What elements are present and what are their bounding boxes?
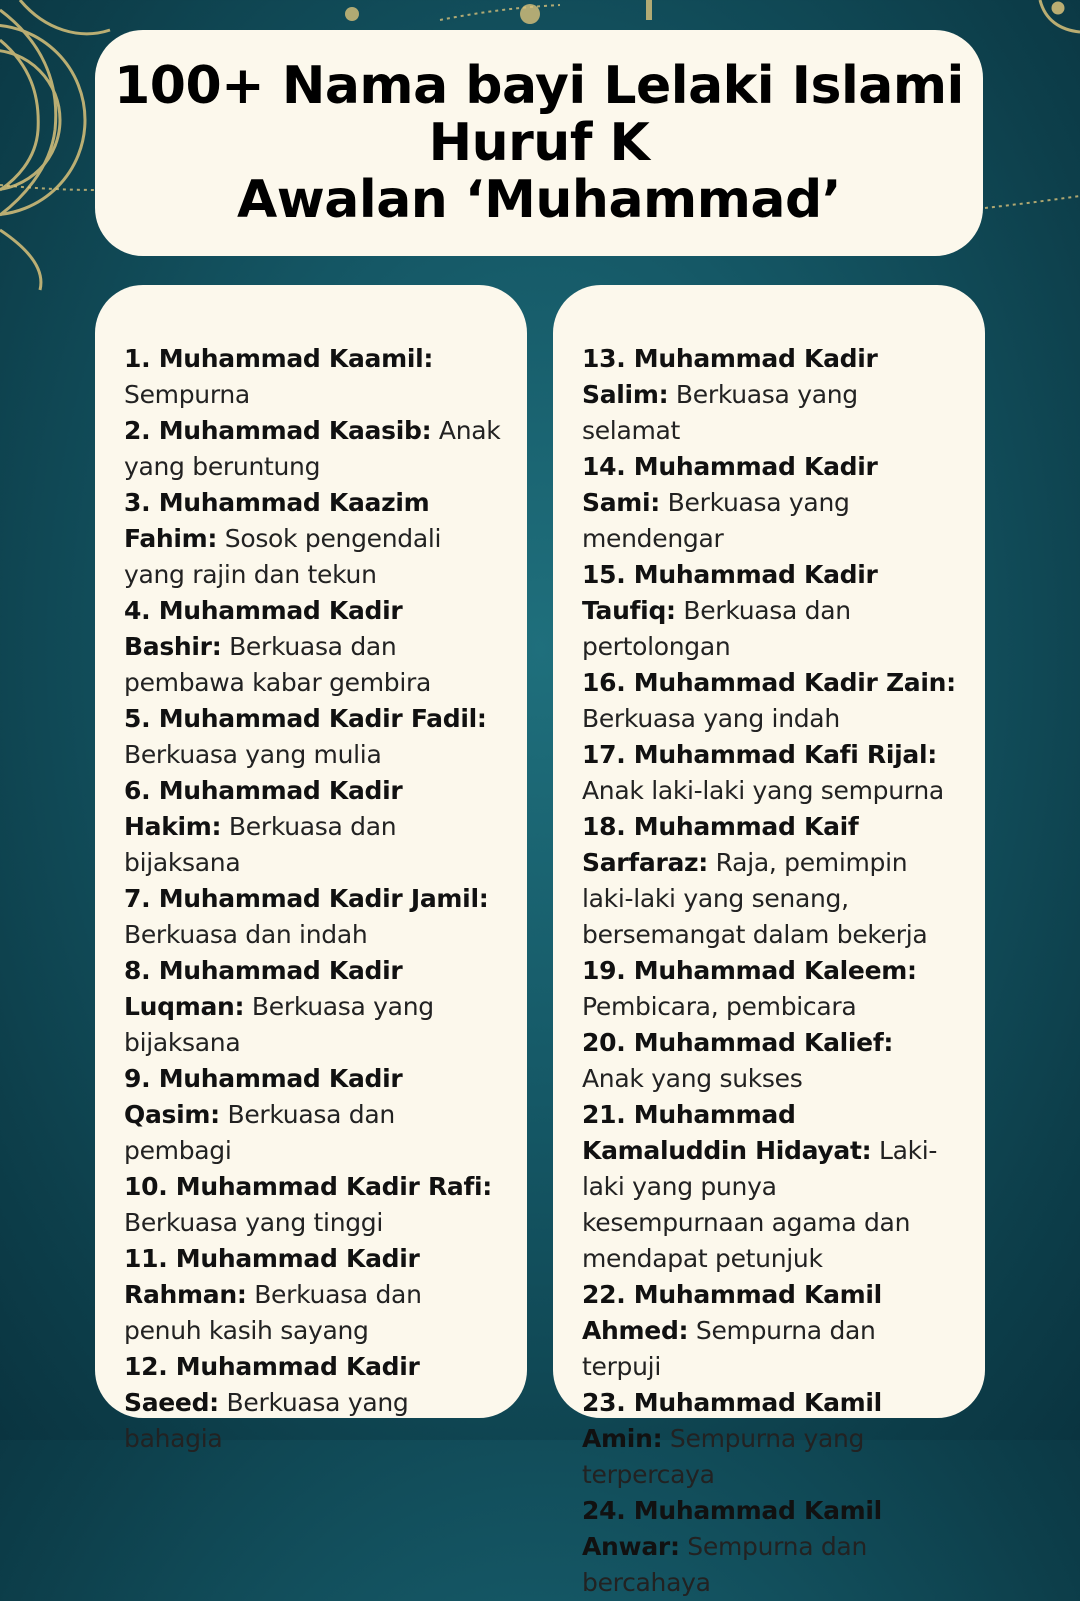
name-meaning: Laki-laki yang punya kesempurnaan agama dan mendapat petunjuk: [582, 1136, 938, 1273]
name-meaning: Berkuasa yang bijaksana: [124, 992, 434, 1057]
name-meaning: Berkuasa dan bijaksana: [124, 812, 397, 877]
name-label: 9. Muhammad Kadir Qasim:: [124, 1064, 403, 1129]
name-label: 18. Muhammad Kaif Sarfaraz:: [582, 812, 859, 877]
name-entry: [582, 1493, 962, 1601]
name-meaning: Sosok pengendali yang rajin dan tekun: [124, 524, 442, 589]
names-list-right: [582, 341, 962, 1601]
name-meaning: Berkuasa yang mendengar: [582, 488, 850, 553]
name-entry: [124, 485, 504, 593]
name-entry: [582, 809, 962, 953]
name-label: 17. Muhammad Kafi Rijal:: [582, 740, 937, 769]
name-entry: [124, 1061, 504, 1169]
name-label: 22. Muhammad Kamil Ahmed:: [582, 1280, 882, 1345]
title-line-1: 100+ Nama bayi Lelaki Islami: [114, 55, 964, 116]
name-label: 16. Muhammad Kadir Zain:: [582, 668, 956, 697]
names-card-right: [553, 285, 985, 1597]
name-meaning: Berkuasa dan pembagi: [124, 1100, 395, 1165]
name-meaning: Berkuasa yang selamat: [582, 380, 858, 445]
name-entry: [124, 413, 504, 485]
name-entry: [582, 341, 962, 449]
name-label: 2. Muhammad Kaasib:: [124, 416, 432, 445]
name-label: 24. Muhammad Kamil Anwar:: [582, 1496, 882, 1561]
name-entry: [582, 1385, 962, 1493]
name-meaning: Berkuasa dan indah: [124, 920, 368, 949]
name-label: 8. Muhammad Kadir Luqman:: [124, 956, 403, 1021]
name-entry: [582, 737, 962, 809]
name-label: 7. Muhammad Kadir Jamil:: [124, 884, 489, 913]
star-ornament-icon: [1040, 0, 1080, 32]
name-entry: [582, 1277, 962, 1385]
name-entry: [582, 449, 962, 557]
title-line-3: Awalan ‘Muhammad’: [237, 169, 841, 230]
name-meaning: Sempurna dan terpuji: [582, 1316, 876, 1381]
name-meaning: Berkuasa dan pertolongan: [582, 596, 851, 661]
name-label: 1. Muhammad Kaamil:: [124, 344, 434, 373]
name-entry: [582, 665, 962, 737]
title-card: [95, 30, 983, 256]
title-line-2: Huruf K: [428, 112, 650, 173]
name-label: 21. Muhammad Kamaluddin Hidayat:: [582, 1100, 872, 1165]
name-label: 4. Muhammad Kadir Bashir:: [124, 596, 403, 661]
name-entry: [124, 701, 504, 773]
names-card-left: [95, 285, 527, 1453]
name-entry: [124, 593, 504, 701]
name-meaning: Sempurna yang terpercaya: [582, 1424, 865, 1489]
name-meaning: Anak laki-laki yang sempurna: [582, 776, 944, 805]
name-meaning: Raja, pemimpin laki-laki yang senang, bersemangat dalam bekerja: [582, 848, 928, 949]
name-label: 11. Muhammad Kadir Rahman:: [124, 1244, 420, 1309]
lantern-icon: [345, 0, 652, 24]
name-entry: [124, 1349, 504, 1457]
name-entry: [124, 953, 504, 1061]
name-entry: [582, 953, 962, 1025]
name-label: 15. Muhammad Kadir Taufiq:: [582, 560, 878, 625]
name-meaning: Berkuasa yang indah: [582, 704, 840, 733]
name-label: 14. Muhammad Kadir Sami:: [582, 452, 878, 517]
name-entry: [582, 557, 962, 665]
name-entry: [124, 773, 504, 881]
name-entry: [124, 1169, 504, 1241]
name-label: 5. Muhammad Kadir Fadil:: [124, 704, 487, 733]
name-label: 13. Muhammad Kadir Salim:: [582, 344, 878, 409]
name-meaning: Pembicara, pembicara: [582, 992, 857, 1021]
mandala-ornament-icon: [0, 0, 110, 290]
name-entry: [582, 1097, 962, 1277]
name-label: 10. Muhammad Kadir Rafi:: [124, 1172, 493, 1201]
name-entry: [124, 341, 504, 413]
name-meaning: Anak yang beruntung: [124, 416, 501, 481]
names-list-left: [124, 341, 504, 1457]
name-label: 20. Muhammad Kalief:: [582, 1028, 894, 1057]
name-meaning: Sempurna: [124, 380, 250, 409]
name-meaning: Berkuasa yang bahagia: [124, 1388, 409, 1453]
name-label: 3. Muhammad Kaazim Fahim:: [124, 488, 430, 553]
name-meaning: Berkuasa dan penuh kasih sayang: [124, 1280, 422, 1345]
name-meaning: Anak yang sukses: [582, 1064, 803, 1093]
name-meaning: Berkuasa yang mulia: [124, 740, 382, 769]
name-meaning: Sempurna dan bercahaya: [582, 1532, 867, 1597]
name-label: 6. Muhammad Kadir Hakim:: [124, 776, 403, 841]
name-label: 12. Muhammad Kadir Saeed:: [124, 1352, 420, 1417]
name-label: 23. Muhammad Kamil Amin:: [582, 1388, 882, 1453]
name-entry: [582, 1025, 962, 1097]
name-meaning: Berkuasa dan pembawa kabar gembira: [124, 632, 431, 697]
name-entry: [124, 1241, 504, 1349]
name-entry: [124, 881, 504, 953]
name-meaning: Berkuasa yang tinggi: [124, 1208, 384, 1237]
name-label: 19. Muhammad Kaleem:: [582, 956, 917, 985]
